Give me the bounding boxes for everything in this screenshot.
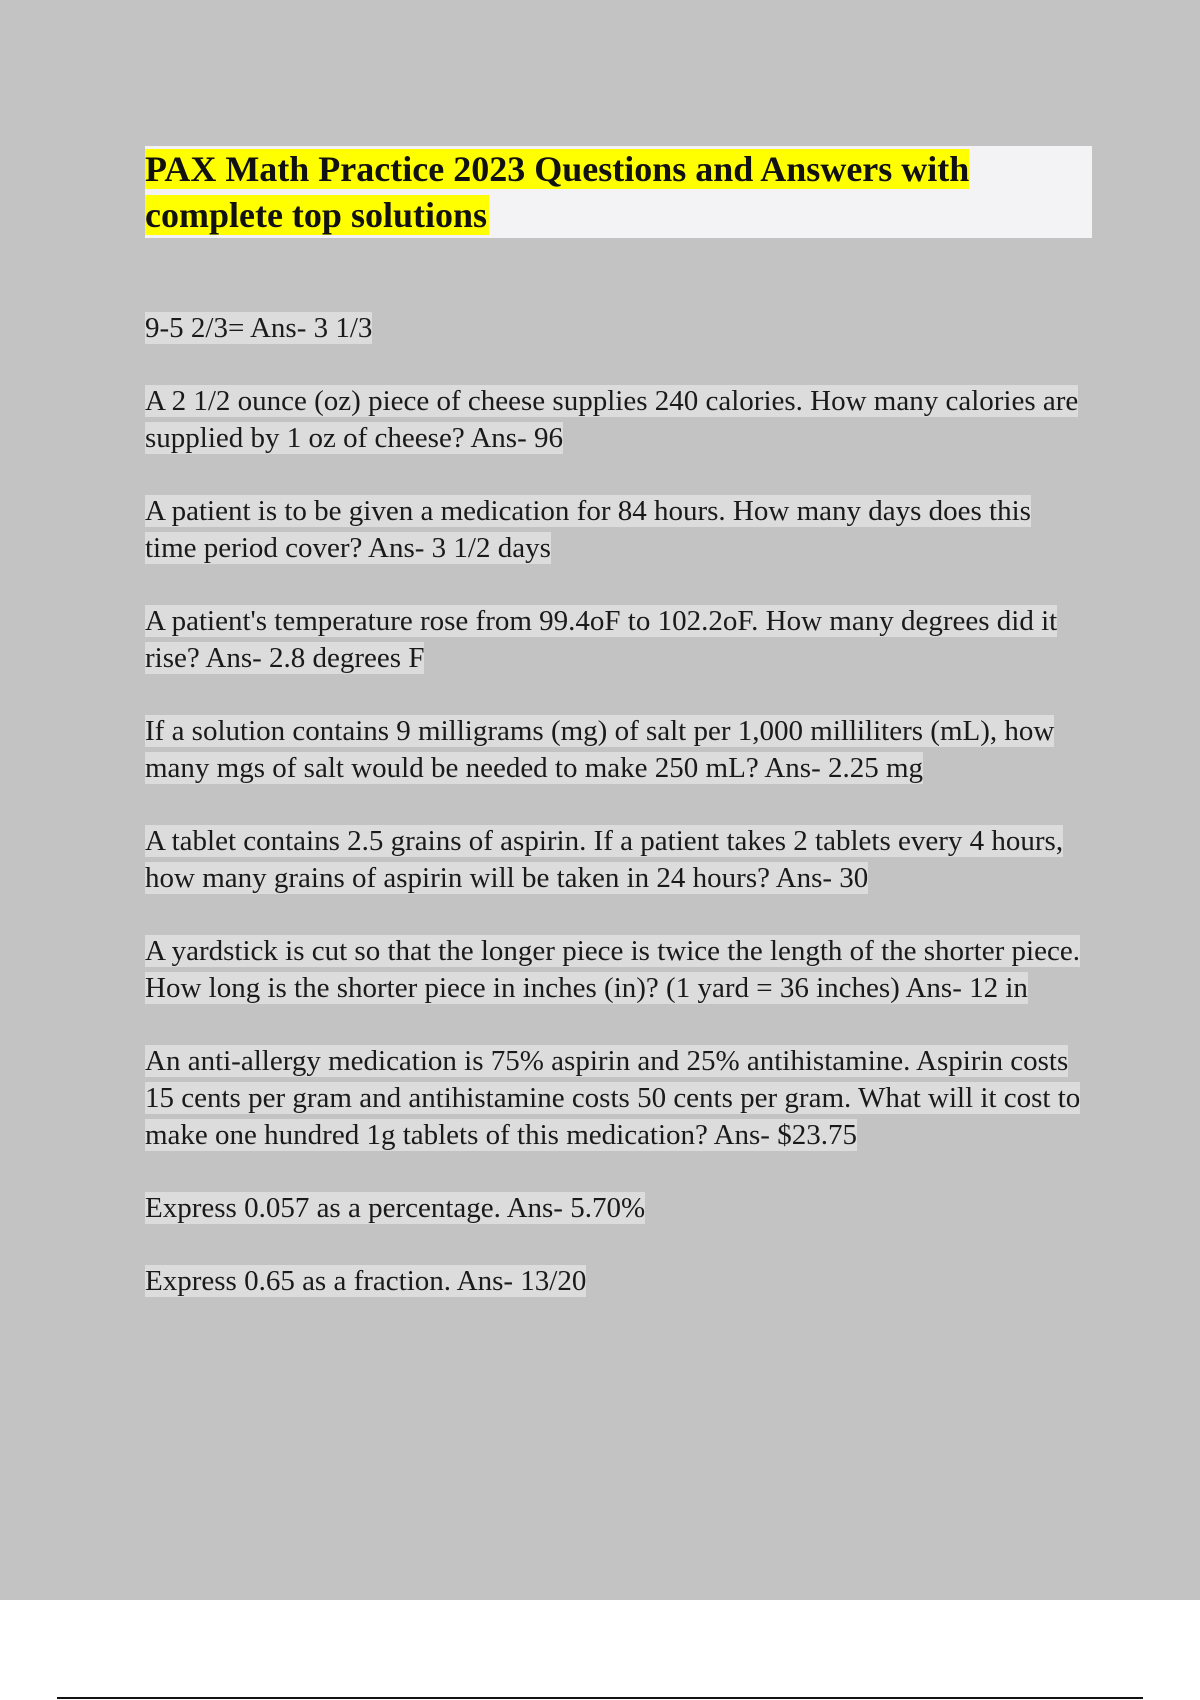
page-divider [57,1697,1143,1699]
question-item [145,1263,1085,1300]
question-text: A yardstick is cut so that the longer piece is twice the length of the shorter piece. How long is the shorter piece in inches (in)? (1 yard = 36 inches) Ans- 12 in [145,935,1080,1004]
question-text: An anti-allergy medication is 75% aspirin and 25% antihistamine. Aspirin costs 15 cents per gram and antihistamine costs 50 cents per gram. What will it cost to make one hundred 1g tablets of this medication? Ans- $23.75 [145,1045,1081,1151]
question-item [145,493,1085,567]
question-item [145,383,1085,457]
question-text: If a solution contains 9 milligrams (mg) of salt per 1,000 milliliters (mL), how many mgs of salt would be needed to make 250 mL? Ans- 2.25 mg [145,715,1055,784]
question-item [145,603,1085,677]
question-text: 9-5 2/3= Ans- 3 1/3 [145,312,373,344]
question-text: A patient is to be given a medication for 84 hours. How many days does this time period cover? Ans- 3 1/2 days [145,495,1031,564]
question-text: A 2 1/2 ounce (oz) piece of cheese supplies 240 calories. How many calories are supplied by 1 oz of cheese? Ans- 96 [145,385,1079,454]
question-item [145,823,1085,897]
question-item [145,933,1085,1007]
question-text: A tablet contains 2.5 grains of aspirin. If a patient takes 2 tablets every 4 hours, how many grains of aspirin will be taken in 24 hours? Ans- 30 [145,825,1064,894]
title-text: PAX Math Practice 2023 Questions and Answers with complete top solutions [145,149,970,235]
question-item [145,1190,1085,1227]
question-item [145,713,1085,787]
question-item [145,1043,1085,1154]
question-text: Express 0.057 as a percentage. Ans- 5.70% [145,1192,646,1224]
question-text: Express 0.65 as a fraction. Ans- 13/20 [145,1265,587,1297]
question-list [145,310,1085,1336]
question-text: A patient's temperature rose from 99.4oF to 102.2oF. How many degrees did it rise? Ans- 2.8 degrees F [145,605,1058,674]
document-title [145,146,1080,238]
question-item [145,310,1085,347]
